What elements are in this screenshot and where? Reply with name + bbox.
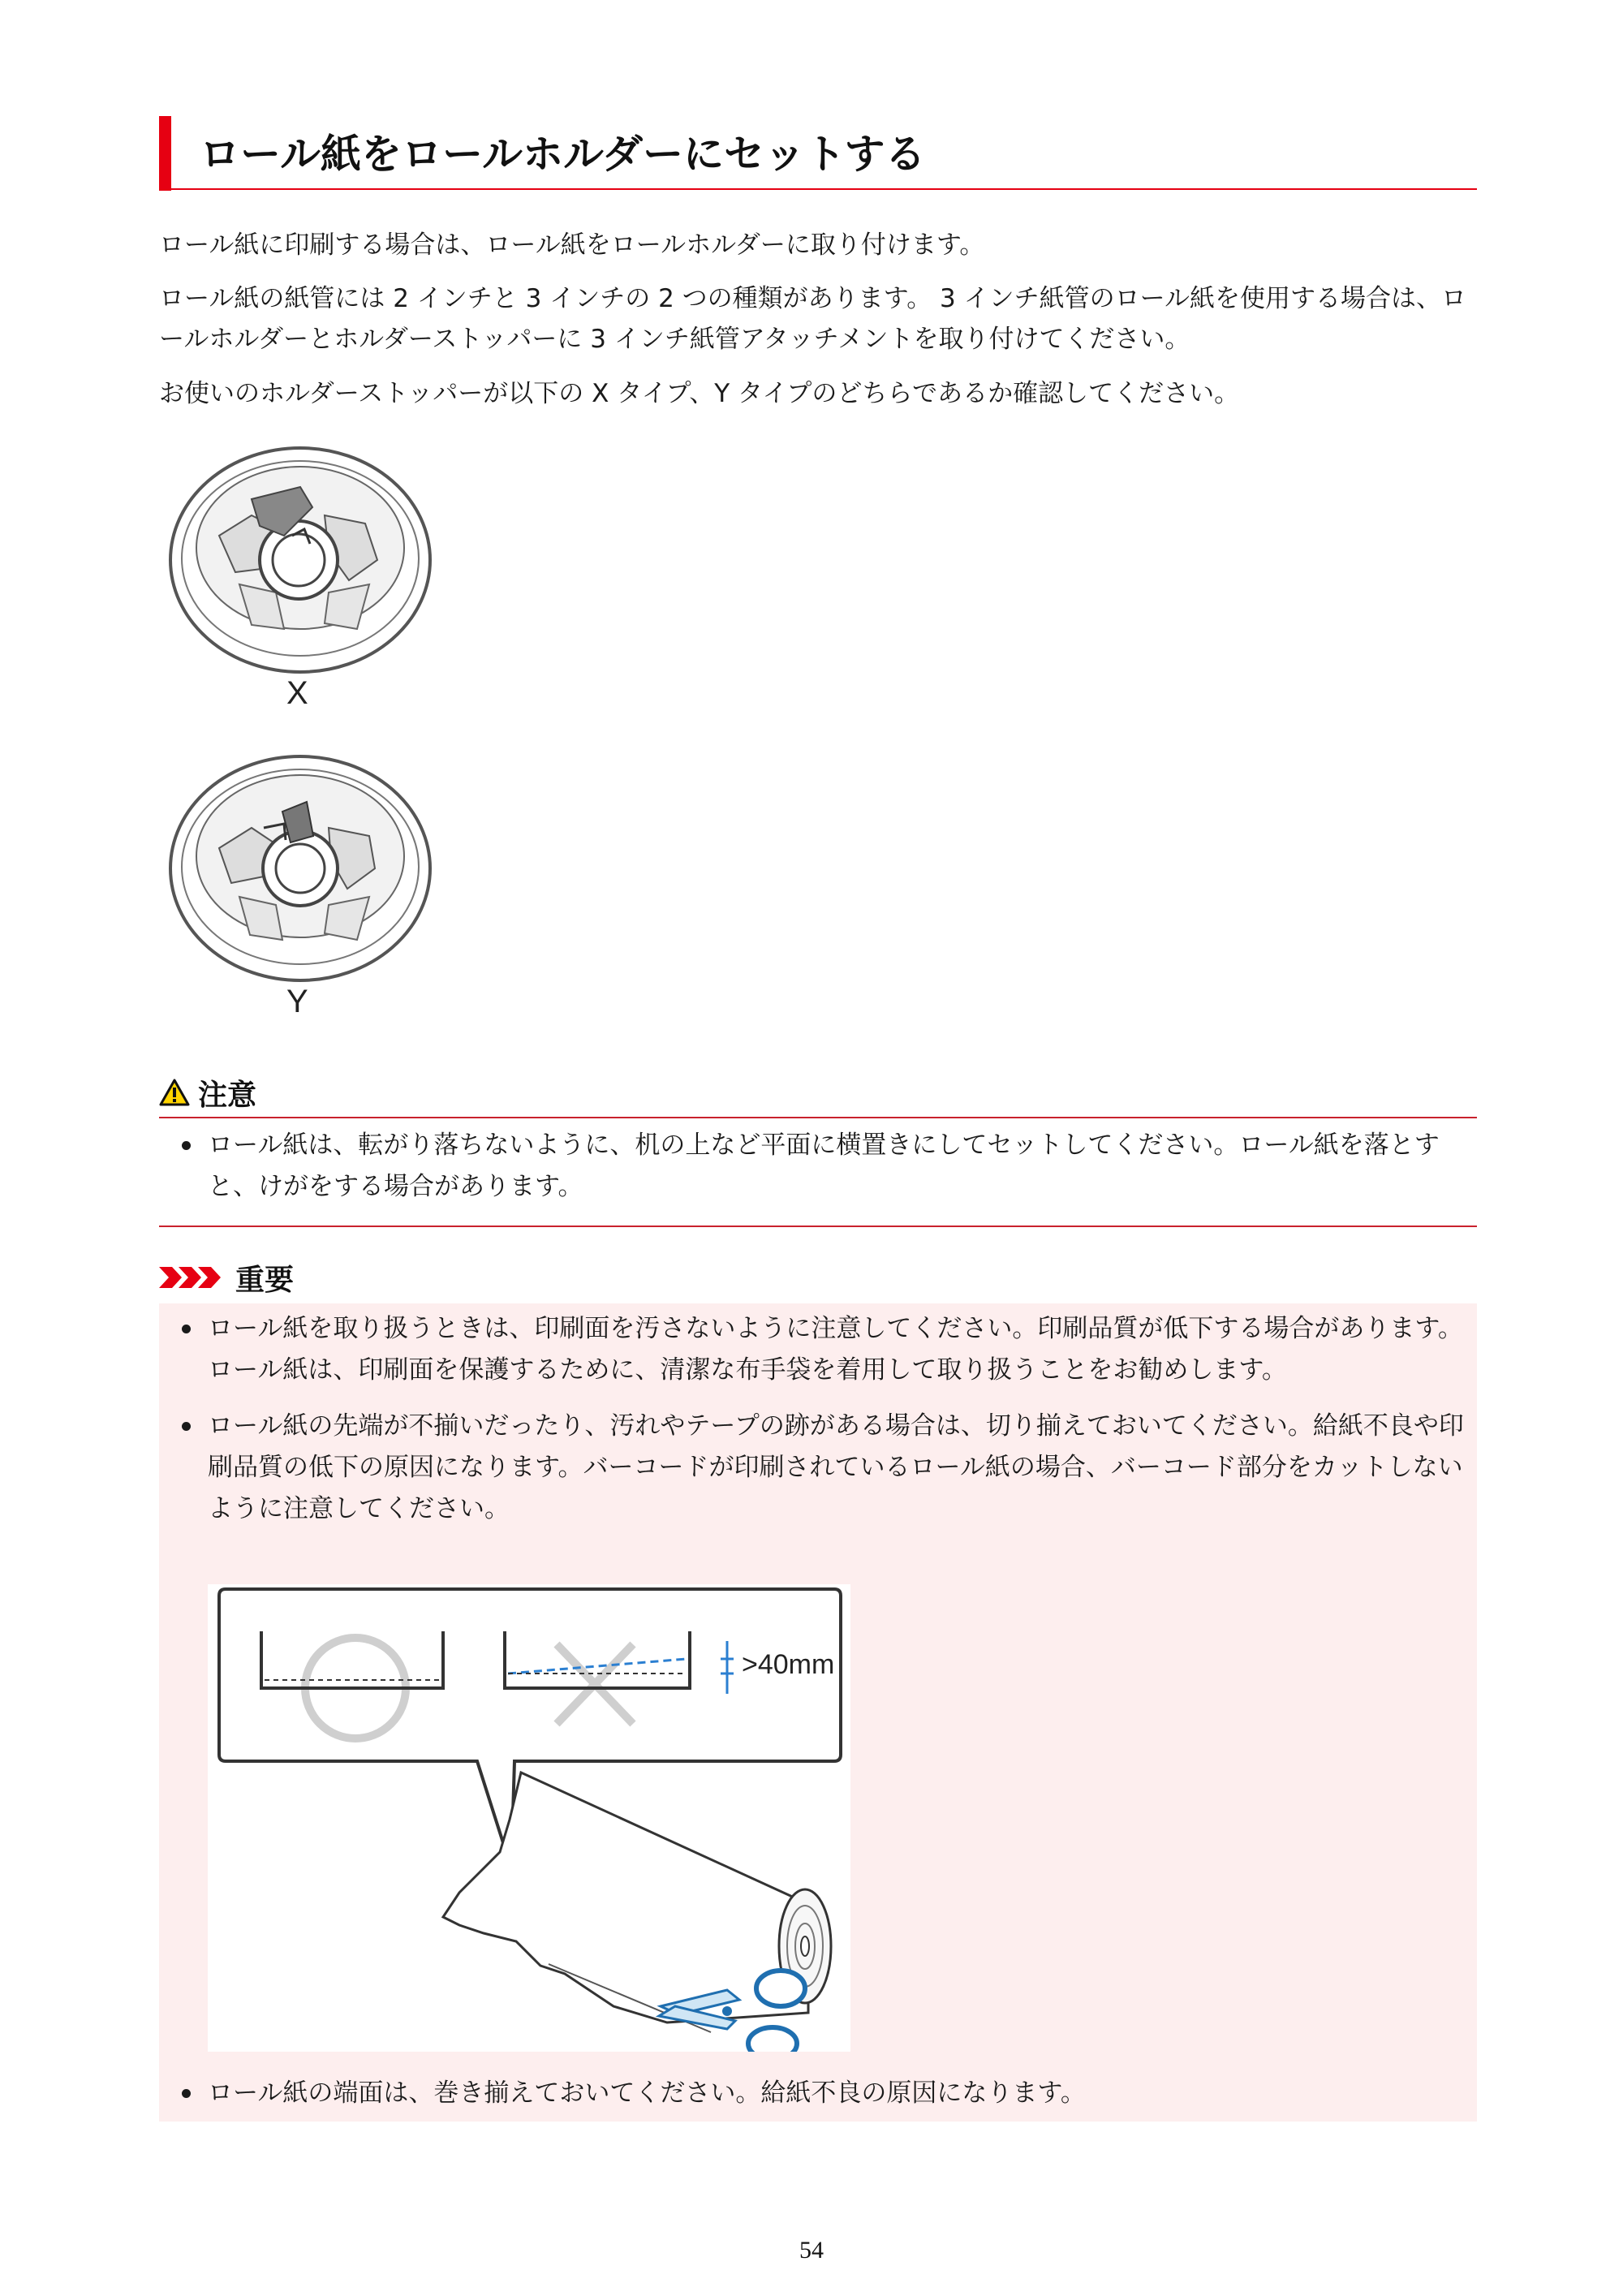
page-number: 54 (799, 2237, 824, 2264)
bullet-dot (182, 1325, 191, 1333)
caution-bottom-rule (159, 1226, 1477, 1227)
important-chevrons-icon (159, 1265, 224, 1290)
important-item-text: ロール紙の先端が不揃いだったり、汚れやテープの跡がある場合は、切り揃えておいてください。給紙不良や印刷品質の低下の原因になります。バーコードが印刷されているロール紙の場合、バーコード部分をカットしないように注意してください。 (208, 1411, 1464, 1523)
caution-item (159, 1125, 1477, 1208)
intro-paragraph-1: ロール紙に印刷する場合は、ロール紙をロールホルダーに取り付けます。 (159, 230, 985, 260)
title-underline (159, 188, 1477, 190)
caution-item-text: ロール紙は、転がり落ちないように、机の上など平面に横置きにしてセットしてください。ロール紙を落とすと、けがをする場合があります。 (208, 1131, 1440, 1201)
roll-paper-trim-illustration (208, 1584, 850, 2052)
important-item (159, 1308, 1477, 1391)
important-item-text: ロール紙の端面は、巻き揃えておいてください。給紙不良の原因になります。 (208, 2078, 1086, 2108)
caution-list (159, 1125, 1477, 1208)
figure-y-label: Y (286, 984, 308, 1019)
caution-header (159, 1070, 256, 1115)
important-header (159, 1255, 294, 1300)
bullet-dot (182, 1422, 191, 1431)
warning-triangle-icon (159, 1079, 190, 1106)
holder-stopper-y-illustration (162, 747, 438, 990)
important-list-a (159, 1308, 1477, 1530)
title-accent-bar (159, 116, 171, 191)
bullet-dot (182, 1141, 191, 1150)
important-list-b (159, 2073, 1477, 2114)
important-item-text: ロール紙を取り扱うときは、印刷面を汚さないように注意してください。印刷品質が低下する場合があります。ロール紙は、印刷面を保護するために、清潔な布手袋を着用して取り扱うことをお勧めします。 (208, 1314, 1463, 1385)
important-item (159, 2073, 1477, 2114)
caution-top-rule (159, 1117, 1477, 1118)
page-title: ロール紙をロールホルダーにセットする (200, 131, 926, 178)
intro-paragraph-3: お使いのホルダーストッパーが以下の X タイプ、Y タイプのどちらであるか確認してください。 (159, 379, 1240, 408)
important-title: 重要 (235, 1263, 295, 1297)
important-item (159, 1406, 1477, 1530)
holder-stopper-x-illustration (162, 438, 438, 682)
caution-title: 注意 (198, 1078, 257, 1112)
intro-paragraph-2: ロール紙の紙管には 2 インチと 3 インチの 2 つの種類があります。 3 インチ紙管のロール紙を使用する場合は、ロールホルダーとホルダーストッパーに 3 インチ紙管アタッチメントを取り付けてください。 (159, 284, 1466, 354)
bullet-dot (182, 2089, 191, 2098)
figure-x-label: X (286, 675, 308, 711)
trim-limit-label: >40mm (742, 1649, 835, 1680)
